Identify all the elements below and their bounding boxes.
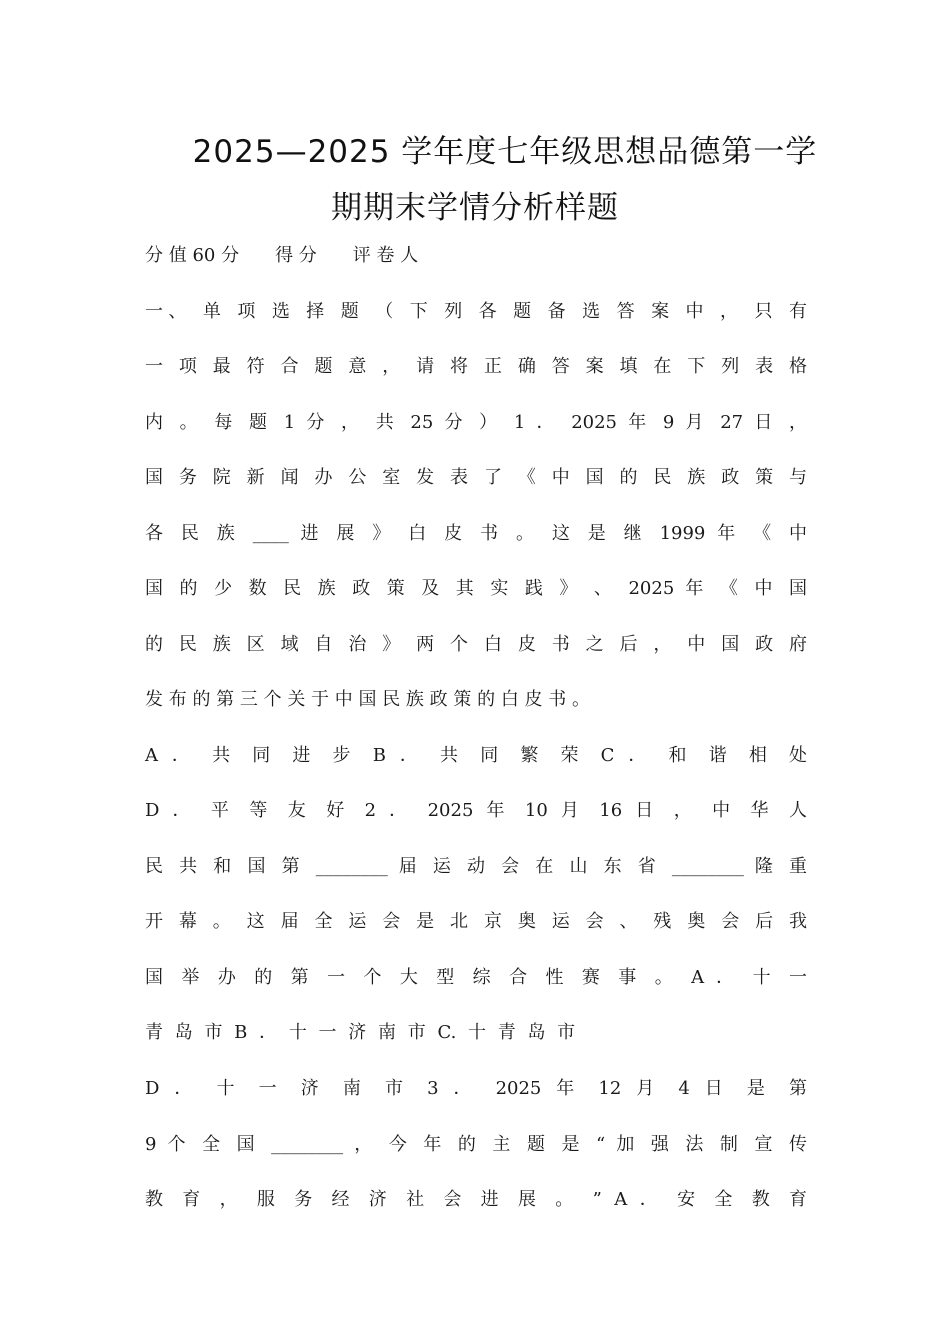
question-line-16: 9 个 全 国 ________ ， 今 年 的 主 题 是 “ 加 强 法 制 宣 传 [145, 1134, 807, 1155]
question-line-14: 青 岛 市 B ． 十 一 济 南 市 C. 十 青 岛 市 [145, 1022, 576, 1043]
question-line-11: 民 共 和 国 第 ________ 届 运 动 会 在 山 东 省 ________ 隆 重 [145, 856, 807, 877]
question-line-7: 的 民 族 区 域 自 治 》 两 个 白 皮 书 之 后 ， 中 国 政 府 [145, 634, 807, 655]
document-title-line-1: 2025—2025 学年度七年级思想品德第一学 [192, 134, 818, 170]
question-line-10: D ． 平 等 友 好 2 ． 2025 年 10 月 16 日 ， 中 华 人 [145, 800, 807, 821]
question-line-12: 开 幕 。 这 届 全 运 会 是 北 京 奥 运 会 、 残 奥 会 后 我 [145, 911, 807, 932]
question-line-4: 国 务 院 新 闻 办 公 室 发 表 了 《 中 国 的 民 族 政 策 与 [145, 467, 807, 488]
question-line-17: 教 育 ， 服 务 经 济 社 会 进 展 。 ” A ． 安 全 教 育 [145, 1189, 807, 1210]
question-line-15: D ． 十 一 济 南 市 3 ． 2025 年 12 月 4 日 是 第 [145, 1078, 807, 1099]
question-line-3: 内 。 每 题 1 分 ， 共 25 分 ） 1 ． 2025 年 9 月 27 日 ， [145, 412, 807, 433]
question-line-1: 一、 单 项 选 择 题 （ 下 列 各 题 备 选 答 案 中 ， 只 有 [145, 301, 807, 322]
question-line-6: 国 的 少 数 民 族 政 策 及 其 实 践 》 、 2025 年 《 中 国 [145, 578, 807, 599]
document-title-line-2: 期期末学情分析样题 [331, 190, 619, 226]
question-line-9: A ． 共 同 进 步 B ． 共 同 繁 荣 C ． 和 谐 相 处 [145, 745, 807, 766]
question-line-5: 各 民 族 ____ 进 展 》 白 皮 书 。 这 是 继 1999 年 《 中 [145, 523, 807, 544]
score-header: 分 值 60 分 得 分 评 卷 人 [145, 245, 419, 266]
question-line-8: 发 布 的 第 三 个 关 于 中 国 民 族 政 策 的 白 皮 书 。 [145, 689, 590, 710]
question-line-13: 国 举 办 的 第 一 个 大 型 综 合 性 赛 事 。 A ． 十 一 [145, 967, 807, 988]
question-line-2: 一 项 最 符 合 题 意 ， 请 将 正 确 答 案 填 在 下 列 表 格 [145, 356, 807, 377]
